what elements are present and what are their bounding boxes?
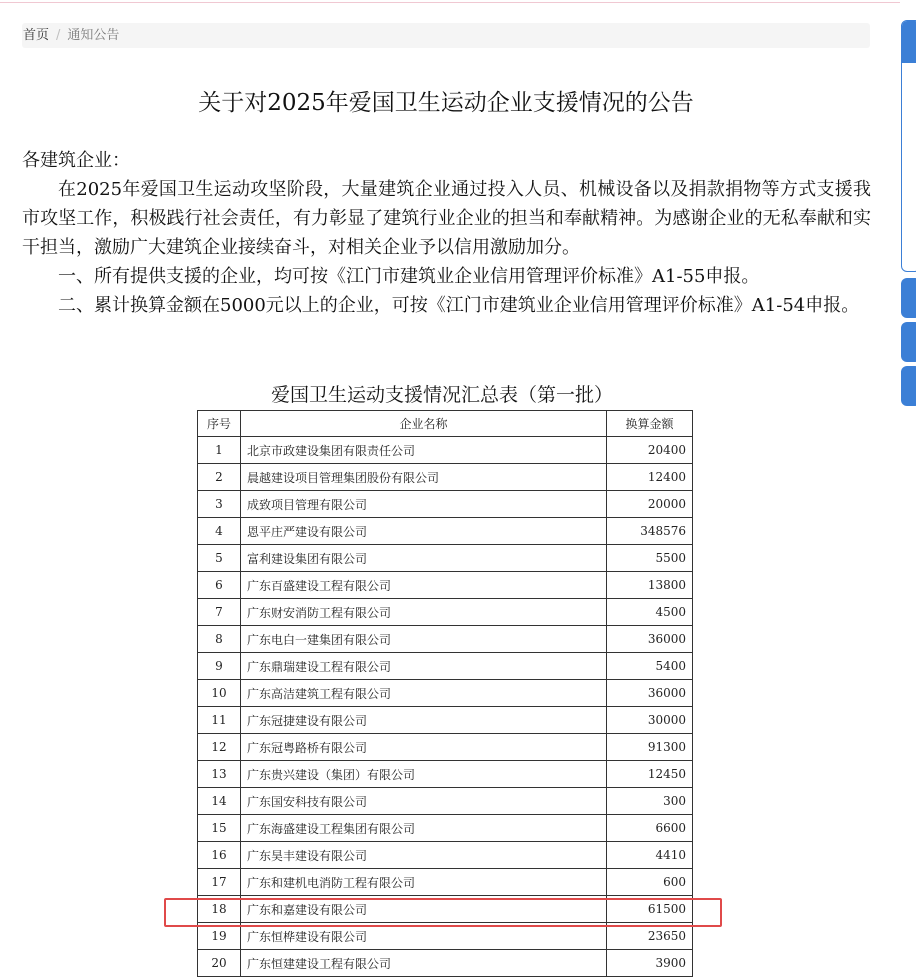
top-divider xyxy=(0,0,900,3)
header-index: 序号 xyxy=(198,411,241,437)
article-title: 关于对2025年爱国卫生运动企业支援情况的公告 xyxy=(198,90,694,116)
highlight-box-row-18 xyxy=(164,898,722,927)
row-company-name: 恩平庄严建设有限公司 xyxy=(241,518,607,545)
row-company-name: 广东冠粤路桥有限公司 xyxy=(241,734,607,761)
table-row xyxy=(198,815,693,842)
row-company-name: 广东贵兴建设（集团）有限公司 xyxy=(241,761,607,788)
row-company-name: 广东鼎瑞建设工程有限公司 xyxy=(241,653,607,680)
row-amount: 348576 xyxy=(607,518,693,545)
table-header-row xyxy=(198,411,693,437)
row-company-name: 广东高洁建筑工程有限公司 xyxy=(241,680,607,707)
row-amount: 300 xyxy=(607,788,693,815)
row-index: 5 xyxy=(198,545,241,572)
row-amount: 61500 xyxy=(607,896,693,923)
row-amount: 12450 xyxy=(607,761,693,788)
row-company-name: 富利建设集团有限公司 xyxy=(241,545,607,572)
row-index: 12 xyxy=(198,734,241,761)
row-company-name: 广东恒桦建设有限公司 xyxy=(241,923,607,950)
article-paragraph-2: 一、所有提供支援的企业，均可按《江门市建筑业企业信用管理评价标准》A1-55申报。 xyxy=(58,266,760,287)
row-index: 10 xyxy=(198,680,241,707)
header-amount: 换算金额 xyxy=(607,411,693,437)
row-amount: 6600 xyxy=(607,815,693,842)
row-amount: 36000 xyxy=(607,680,693,707)
article-paragraph-1: 在2025年爱国卫生运动攻坚阶段，大量建筑企业通过投入人员、机械设备以及捐款捐物等方式支援我市攻坚工作，积极践行社会责任，有力彰显了建筑行业企业的担当和奉献精神。为感谢企业的无私奉献和实干担当，激励广大建筑企业接续奋斗，对相关企业予以信用激励加分。 xyxy=(22,179,871,258)
row-company-name: 广东财安消防工程有限公司 xyxy=(241,599,607,626)
row-amount: 20000 xyxy=(607,491,693,518)
article-salutation: 各建筑企业： xyxy=(22,150,130,171)
row-amount: 600 xyxy=(607,869,693,896)
side-tab-2[interactable] xyxy=(901,322,916,362)
row-index: 16 xyxy=(198,842,241,869)
row-company-name: 广东国安科技有限公司 xyxy=(241,788,607,815)
row-company-name: 晨越建设项目管理集团股份有限公司 xyxy=(241,464,607,491)
row-company-name: 广东和建机电消防工程有限公司 xyxy=(241,869,607,896)
table-row xyxy=(198,707,693,734)
table-row xyxy=(198,491,693,518)
row-index: 6 xyxy=(198,572,241,599)
row-index: 4 xyxy=(198,518,241,545)
table-row xyxy=(198,464,693,491)
table-row xyxy=(198,518,693,545)
row-index: 3 xyxy=(198,491,241,518)
side-panel-header xyxy=(902,21,916,63)
table-row xyxy=(198,950,693,977)
table-title: 爱国卫生运动支援情况汇总表（第一批） xyxy=(270,384,613,406)
row-amount: 36000 xyxy=(607,626,693,653)
summary-table xyxy=(197,410,693,977)
row-index: 2 xyxy=(198,464,241,491)
table-row xyxy=(198,680,693,707)
breadcrumb xyxy=(22,23,870,48)
table-row xyxy=(198,437,693,464)
row-company-name: 广东昊丰建设有限公司 xyxy=(241,842,607,869)
table-row xyxy=(198,653,693,680)
row-index: 11 xyxy=(198,707,241,734)
row-index: 15 xyxy=(198,815,241,842)
table-row xyxy=(198,869,693,896)
row-amount: 5500 xyxy=(607,545,693,572)
article-body xyxy=(22,146,871,320)
row-company-name: 广东百盛建设工程有限公司 xyxy=(241,572,607,599)
row-company-name: 广东电白一建集团有限公司 xyxy=(241,626,607,653)
breadcrumb-separator: / xyxy=(56,28,61,43)
row-company-name: 广东海盛建设工程集团有限公司 xyxy=(241,815,607,842)
table-row xyxy=(198,599,693,626)
row-amount: 13800 xyxy=(607,572,693,599)
article-paragraph-3: 二、累计换算金额在5000元以上的企业，可按《江门市建筑业企业信用管理评价标准》A1-54申报。 xyxy=(58,295,860,316)
table-body xyxy=(198,437,693,977)
table-row xyxy=(198,545,693,572)
row-index: 18 xyxy=(198,896,241,923)
row-index: 1 xyxy=(198,437,241,464)
row-amount: 30000 xyxy=(607,707,693,734)
row-amount: 4500 xyxy=(607,599,693,626)
row-company-name: 广东恒建建设工程有限公司 xyxy=(241,950,607,977)
row-amount: 91300 xyxy=(607,734,693,761)
row-index: 13 xyxy=(198,761,241,788)
header-company-name: 企业名称 xyxy=(241,411,607,437)
table-row xyxy=(198,626,693,653)
row-company-name: 广东和嘉建设有限公司 xyxy=(241,896,607,923)
side-panel[interactable] xyxy=(901,20,916,272)
breadcrumb-home-link[interactable]: 首页 xyxy=(23,28,50,43)
table-row xyxy=(198,842,693,869)
row-amount: 4410 xyxy=(607,842,693,869)
row-company-name: 广东冠捷建设有限公司 xyxy=(241,707,607,734)
row-index: 14 xyxy=(198,788,241,815)
table-row xyxy=(198,761,693,788)
table-row xyxy=(198,788,693,815)
row-amount: 23650 xyxy=(607,923,693,950)
row-amount: 5400 xyxy=(607,653,693,680)
table-row xyxy=(198,734,693,761)
breadcrumb-current-link[interactable]: 通知公告 xyxy=(67,28,120,43)
side-tab-1[interactable] xyxy=(901,278,916,318)
row-amount: 20400 xyxy=(607,437,693,464)
row-amount: 12400 xyxy=(607,464,693,491)
row-index: 8 xyxy=(198,626,241,653)
row-index: 19 xyxy=(198,923,241,950)
row-index: 20 xyxy=(198,950,241,977)
row-index: 7 xyxy=(198,599,241,626)
row-amount: 3900 xyxy=(607,950,693,977)
table-row xyxy=(198,572,693,599)
row-company-name: 成致项目管理有限公司 xyxy=(241,491,607,518)
side-tab-3[interactable] xyxy=(901,366,916,406)
row-index: 17 xyxy=(198,869,241,896)
row-company-name: 北京市政建设集团有限责任公司 xyxy=(241,437,607,464)
row-index: 9 xyxy=(198,653,241,680)
